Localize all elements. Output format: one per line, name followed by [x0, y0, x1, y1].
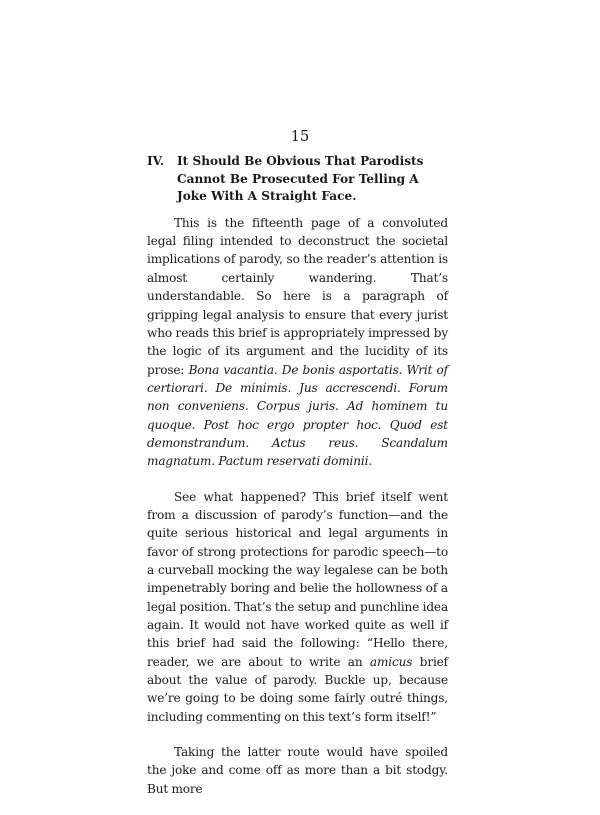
- latin-phrases: Bona vacantia. De bonis asportatis. Writ of certiorari. De minimis. Jus accrescendi. Forum non conveniens. Corpus juris. Ad hominem tu quoque. Post hoc ergo propter hoc. Quod est demonstrandum. Actus reus. Scandalum magnatum. Pactum reservati dominii.: [147, 362, 448, 469]
- section-heading: [147, 153, 448, 206]
- page-number: 15: [290, 129, 310, 145]
- paragraph-3: [147, 743, 448, 798]
- paragraph-1-text: This is the fifteenth page of a convoluted legal filing intended to deconstruct the societal implications of parody, so the reader’s attention is almost certainly wandering. That’s understandable. So here is a paragraph of gripping legal analysis to ensure that every jurist who reads this brief is appropriately impressed by the logic of its argument and the lucidity of its prose:: [147, 215, 448, 377]
- amicus-term: amicus: [369, 654, 413, 669]
- paragraph-1: [147, 214, 448, 471]
- page-body: [147, 153, 448, 815]
- section-title: It Should Be Obvious That Parodists Cannot Be Prosecuted For Telling A Joke With A Straight Face.: [177, 154, 424, 204]
- paragraph-2: [147, 488, 448, 726]
- paragraph-2-text-end: brief about the value of parody. Buckle up, because we’re going to be doing some fairly outré things, including commenting on this text’s form itself!”: [147, 654, 448, 724]
- paragraph-3-text: Taking the latter route would have spoiled the joke and come off as more than a bit stodgy. But more: [147, 745, 448, 796]
- paragraph-2-text: See what happened? This brief itself went from a discussion of parody’s function—and the quite serious historical and legal arguments in favor of strong protections for parodic speech—to a curveball mocking the way legalese can be both impenetrably boring and belie the hollowness of a legal position. That’s the setup and punchline idea again. It would not have worked quite as well if this brief had said the following: “Hello there, reader, we are about to write an: [147, 489, 448, 669]
- section-numeral: IV.: [147, 154, 165, 168]
